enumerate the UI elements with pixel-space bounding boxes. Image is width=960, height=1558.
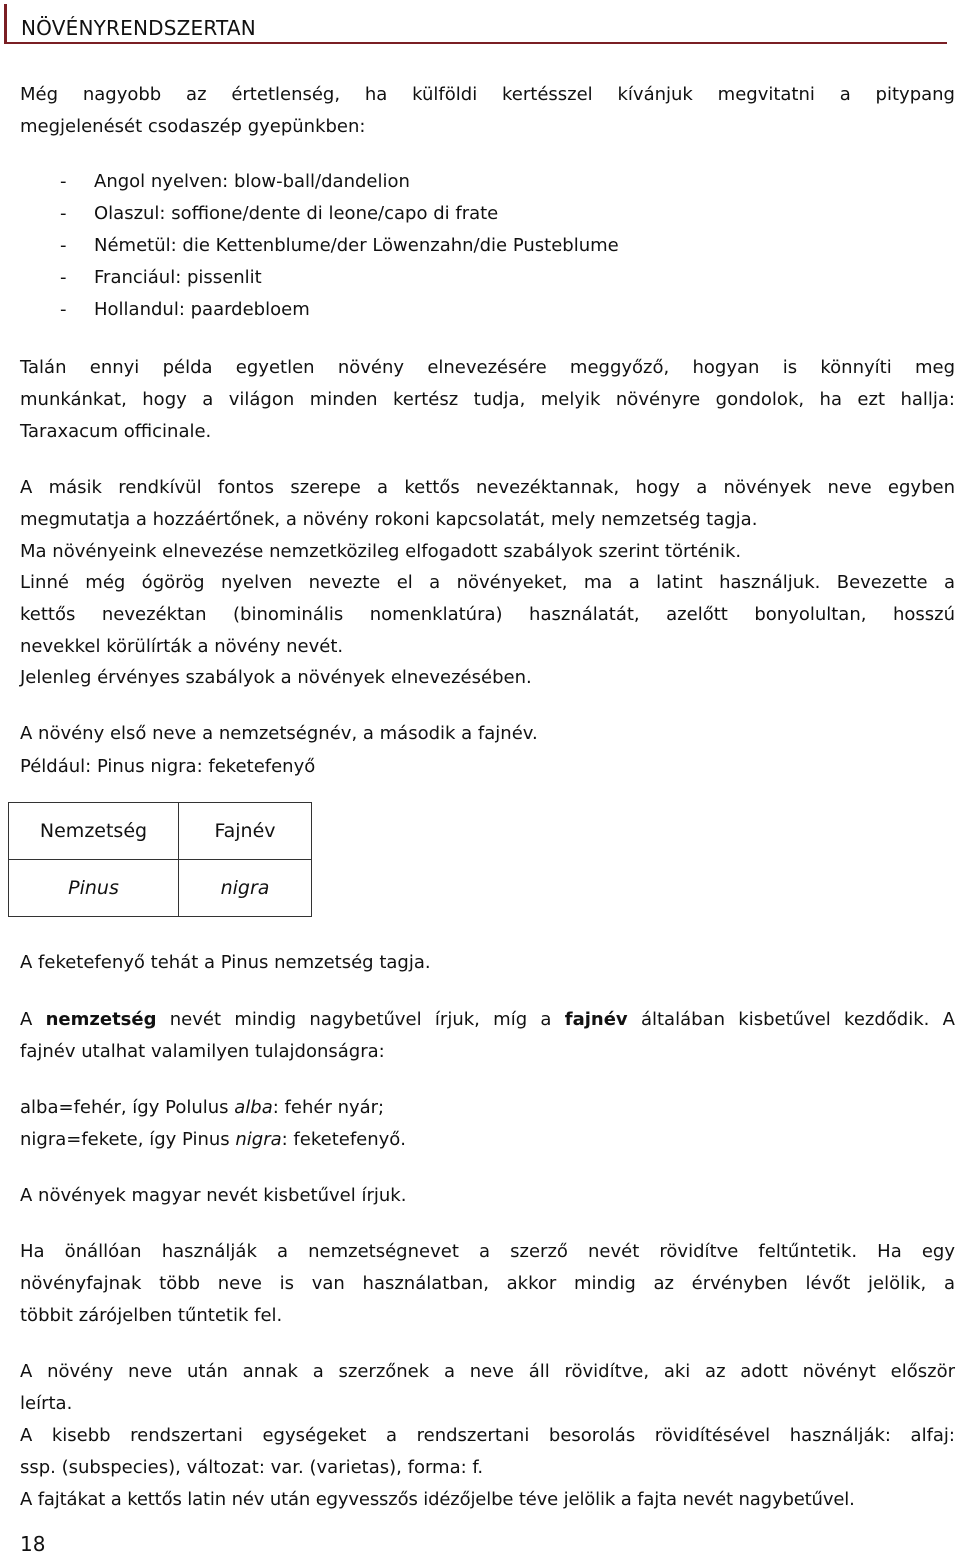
list-dash: - xyxy=(60,203,67,224)
example-1 xyxy=(20,1092,955,1124)
para5-line-1 xyxy=(20,1004,955,1036)
table-header-cell: Nemzetség xyxy=(9,803,179,860)
example-text: alba=fehér, így Polulus xyxy=(20,1097,235,1118)
bold-term-species: fajnév xyxy=(564,1009,628,1030)
example-text: nigra=fekete, így Pinus xyxy=(20,1129,236,1150)
para2-line-5: kettős nevezéktan (binominális nomenklatúra) használatát, azelőtt bonyolultan, hosszú xyxy=(20,604,955,625)
para5-text: nevét mindig nagybetűvel írjuk, míg a xyxy=(156,1009,565,1030)
example-italic: nigra xyxy=(235,1129,282,1150)
para8-line-4: ssp. (subspecies), változat: var. (varietas), forma: f. xyxy=(20,1457,484,1478)
table-header-row xyxy=(9,803,312,860)
page-header xyxy=(4,4,947,44)
para7-line-2: növényfajnak több neve is van használatban, akkor mindig az érvényben lévőt jelölik, a xyxy=(20,1273,955,1294)
para1-line-3: Taraxacum officinale. xyxy=(20,421,212,442)
list-dash: - xyxy=(60,267,67,288)
list-dash: - xyxy=(60,171,67,192)
table-cell: nigra xyxy=(179,860,312,917)
para8-line-1: A növény neve után annak a szerzőnek a neve áll rövidítve, aki az adott növényt először xyxy=(20,1361,955,1382)
list-item: Olaszul: soffione/dente di leone/capo di frate xyxy=(94,203,499,224)
para8-line-5: A fajtákat a kettős latin név után egyvesszős idézőjelbe téve jelölik a fajta nevét nagybetűvel. xyxy=(20,1489,855,1510)
intro-line-1: Még nagyobb az értetlenség, ha külföldi kertésszel kívánjuk megvitatni a pitypang xyxy=(20,84,955,105)
para7-line-1: Ha önállóan használják a nemzetségnevet a szerző nevét rövidítve feltűntetik. Ha egy xyxy=(20,1241,955,1262)
para1-line-2: munkánkat, hogy a világon minden kertész tudja, melyik növényre gondolok, ha ezt hallja: xyxy=(20,389,955,410)
para2-line-6: nevekkel körülírták a növény nevét. xyxy=(20,636,344,657)
para5-line-2: fajnév utalhat valamilyen tulajdonságra: xyxy=(20,1041,385,1062)
header-title: NÖVÉNYRENDSZERTAN xyxy=(21,16,256,40)
para2-line-4: Linné még ógörög nyelven nevezte el a növényeket, ma a latint használjuk. Bevezette a xyxy=(20,572,955,593)
para2-line-3: Ma növényeink elnevezése nemzetközileg elfogadott szabályok szerint történik. xyxy=(20,541,742,562)
list-item: Hollandul: paardebloem xyxy=(94,299,310,320)
list-item: Angol nyelven: blow-ball/dandelion xyxy=(94,171,410,192)
example-text: : fehér nyár; xyxy=(272,1097,385,1118)
list-dash: - xyxy=(60,299,67,320)
para5-text: általában kisbetűvel kezdődik. A xyxy=(627,1009,955,1030)
para8-line-2: leírta. xyxy=(20,1393,73,1414)
para2-line-7: Jelenleg érvényes szabályok a növények elnevezésében. xyxy=(20,667,532,688)
para8-line-3: A kisebb rendszertani egységeket a rendszertani besorolás rövidítésével használják: alfaj: xyxy=(20,1425,955,1446)
list-item: Németül: die Kettenblume/der Löwenzahn/die Pusteblume xyxy=(94,235,619,256)
para4: A feketefenyő tehát a Pinus nemzetség tagja. xyxy=(20,952,431,973)
list-item: Franciául: pissenlit xyxy=(94,267,262,288)
para5-text: A xyxy=(20,1009,46,1030)
para7-line-3: többit zárójelben tűntetik fel. xyxy=(20,1305,283,1326)
para3-line-1: A növény első neve a nemzetségnév, a második a fajnév. xyxy=(20,723,538,744)
bold-term-genus: nemzetség xyxy=(45,1009,157,1030)
para3-line-2: Például: Pinus nigra: feketefenyő xyxy=(20,756,316,777)
example-italic: alba xyxy=(234,1097,273,1118)
intro-line-2: megjelenését csodaszép gyepünkben: xyxy=(20,116,366,137)
para2-line-2: megmutatja a hozzáértőnek, a növény rokoni kapcsolatát, mely nemzetség tagja. xyxy=(20,509,758,530)
page-number: 18 xyxy=(20,1532,46,1556)
para1-line-1: Talán ennyi példa egyetlen növény elnevezésére meggyőző, hogyan is könnyíti meg xyxy=(20,357,955,378)
table-row xyxy=(9,860,312,917)
example-text: : feketefenyő. xyxy=(281,1129,407,1150)
para6: A növények magyar nevét kisbetűvel írjuk. xyxy=(20,1185,407,1206)
para2-line-1: A másik rendkívül fontos szerepe a kettős nevezéktannak, hogy a növények neve egyben xyxy=(20,477,955,498)
name-table xyxy=(8,802,312,917)
table-cell: Pinus xyxy=(9,860,179,917)
list-dash: - xyxy=(60,235,67,256)
example-2 xyxy=(20,1124,955,1156)
table-header-cell: Fajnév xyxy=(179,803,312,860)
